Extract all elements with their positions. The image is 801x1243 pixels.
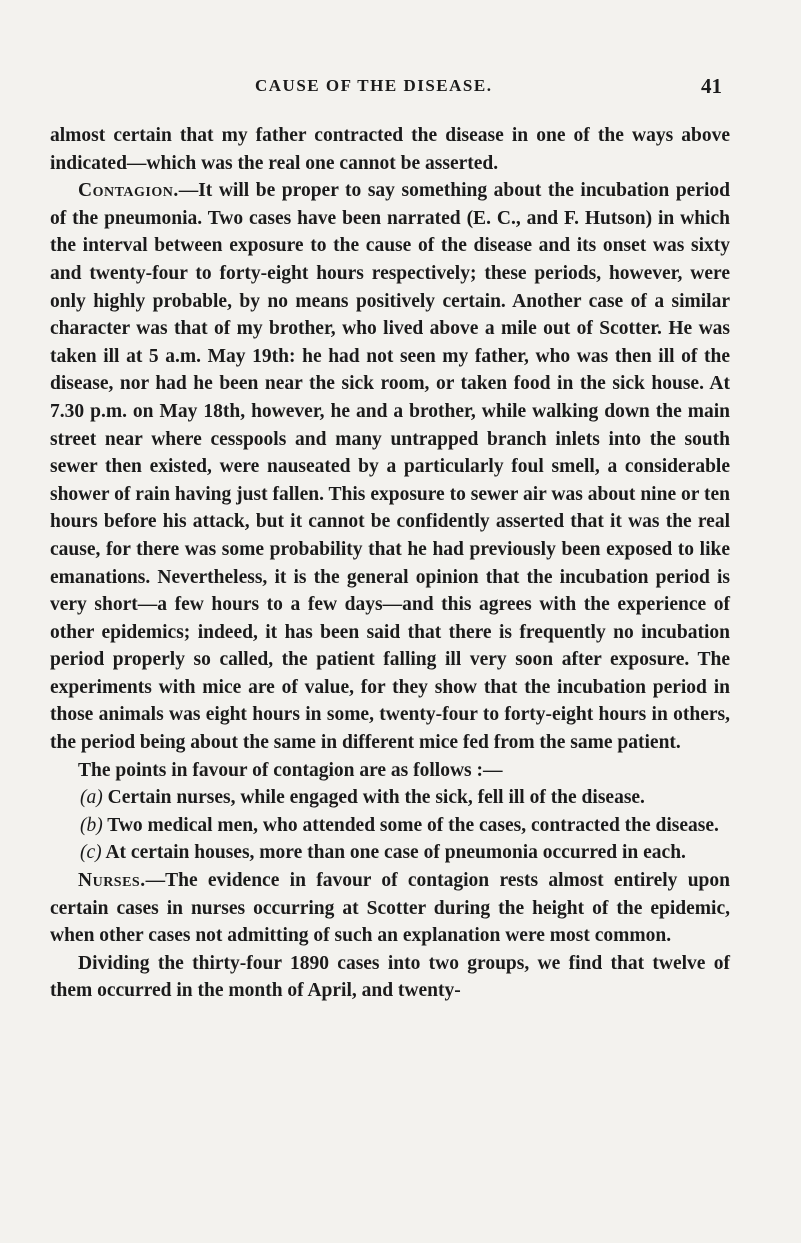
body-text [50, 122, 730, 1005]
section-heading-contagion: Contagion. [78, 180, 179, 202]
running-head [50, 72, 730, 102]
list-item-a [50, 784, 730, 812]
list-label-c: (c) [80, 842, 102, 864]
paragraph-contagion [50, 177, 730, 756]
list-item-c [50, 839, 730, 867]
running-title: CAUSE OF THE DISEASE. [255, 76, 493, 95]
paragraph-nurses-body: —The evidence in favour of contagion rests almost entirely upon certain cases in nurses occurring at Scotter during the height of the epidemic, when other cases not admitting of such an explanation were most common. [50, 870, 730, 947]
list-item-b [50, 812, 730, 840]
paragraph-continuation: almost certain that my father contracted the disease in one of the ways above indicated—which was the real one cannot be asserted. [50, 125, 730, 174]
list-label-a: (a) [80, 787, 103, 809]
section-heading-nurses: Nurses. [78, 870, 146, 892]
list-text-b: Two medical men, who attended some of the cases, contracted the disease. [107, 814, 719, 836]
list-label-b: (b) [80, 814, 103, 836]
paragraph-contagion-body: —It will be proper to say something about the incubation period of the pneumonia. Two cases have been narrated (E. C., and F. Hutson) in which the interval between exposure to the cause of the disease and its onset was sixty and twenty-four to forty-eight hours respectively; these periods, however, were only highly probable, by no means positively certain. Another case of a similar character was that of my brother, who lived above a mile out of Scotter. He was taken ill at 5 a.m. May 19th: he had not seen my father, who was then ill of the disease, nor had he been near the sick room, or taken food in the sick house. At 7.30 p.m. on May 18th, however, he and a brother, while walking down the main street near where cesspools and many untrapped branch inlets into the south sewer then existed, were nauseated by a particularly foul smell, a considerable shower of rain having just fallen. This exposure to sewer air was about nine or ten hours before his attack, but it cannot be confidently asserted that it was the real cause, for there was some probability that he had previously been exposed to like emanations. Nevertheless, it is the general opinion that the incubation period is very short—a few hours to a few days—and this agrees with the experience of other epidemics; indeed, it has been said that there is frequently no incubation period properly so called, the patient falling ill very soon after exposure. The experiments with mice are of value, for they show that the incubation period in those animals was eight hours in some, twenty-four to forty-eight hours in others, the period being about the same in different mice fed from the same patient. [50, 180, 730, 754]
page-number: 41 [701, 74, 722, 98]
paragraph-points-intro: The points in favour of contagion are as follows :— [78, 759, 503, 781]
list-text-a: Certain nurses, while engaged with the sick, fell ill of the disease. [107, 787, 645, 809]
paragraph-dividing: Dividing the thirty-four 1890 cases into two groups, we find that twelve of them occurred in the month of April, and twenty- [50, 952, 730, 1002]
list-text-c: At certain houses, more than one case of pneumonia occurred in each. [105, 842, 686, 864]
paragraph-nurses [50, 867, 730, 950]
